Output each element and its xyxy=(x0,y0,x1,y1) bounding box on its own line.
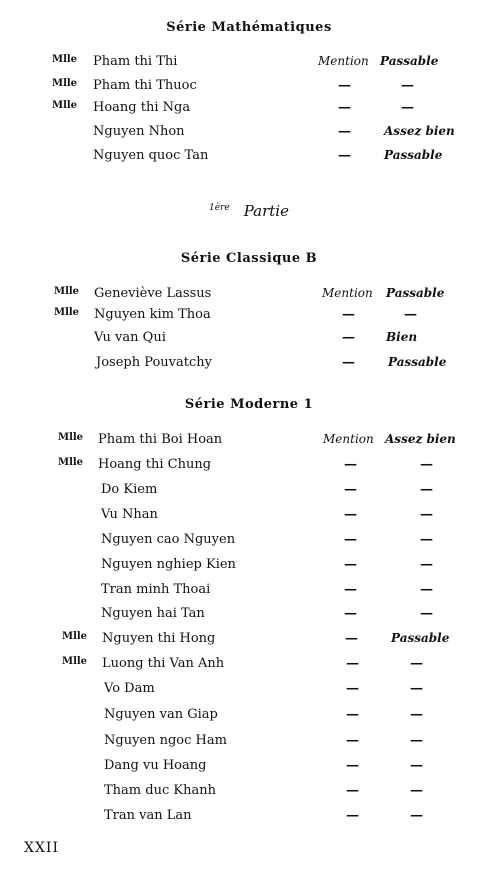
mention-dash: — xyxy=(338,124,351,139)
result-label: Passable xyxy=(388,355,447,369)
page-number: XXII xyxy=(24,840,59,856)
mention-dash: — xyxy=(344,557,357,572)
mention-dash: — xyxy=(345,631,358,646)
mention-dash: — xyxy=(342,307,355,322)
mention-label: Mention xyxy=(322,286,373,300)
list-item xyxy=(0,507,498,529)
list-item xyxy=(0,582,498,604)
list-item xyxy=(0,707,498,729)
candidate-name: Nguyen kim Thoa xyxy=(94,307,211,322)
candidate-name: Hoang thi Chung xyxy=(98,457,212,472)
candidate-name: Nguyen nghiep Kien xyxy=(101,557,236,572)
result-dash: — xyxy=(410,707,423,722)
result-label: Passable xyxy=(384,148,443,162)
result-dash: — xyxy=(410,808,423,823)
result-label: Passable xyxy=(386,286,445,300)
list-item xyxy=(0,100,498,122)
candidate-name: Geneviève Lassus xyxy=(94,286,212,301)
candidate-name: Nguyen thi Hong xyxy=(102,631,216,646)
list-item xyxy=(0,457,498,479)
mention-dash: — xyxy=(346,758,359,773)
title-abbrev: Mlle xyxy=(62,656,88,667)
result-dash: — xyxy=(420,557,433,572)
partie-word: Partie xyxy=(243,202,289,220)
list-item xyxy=(0,330,498,352)
title-abbrev: Mlle xyxy=(52,54,78,65)
candidate-name: Tham duc Khanh xyxy=(104,783,216,798)
list-item xyxy=(0,656,498,678)
list-item xyxy=(0,432,498,454)
list-item xyxy=(0,733,498,755)
title-abbrev: Mlle xyxy=(58,457,84,468)
result-label: Passable xyxy=(380,54,439,68)
partie-heading xyxy=(0,202,498,220)
candidate-name: Nguyen quoc Tan xyxy=(93,148,209,163)
result-dash: — xyxy=(401,100,414,115)
mention-dash: — xyxy=(346,733,359,748)
list-item xyxy=(0,783,498,805)
mention-dash: — xyxy=(344,507,357,522)
result-dash: — xyxy=(410,783,423,798)
mention-dash: — xyxy=(344,606,357,621)
result-dash: — xyxy=(420,606,433,621)
candidate-name: Pham thi Boi Hoan xyxy=(98,432,223,447)
list-item xyxy=(0,758,498,780)
candidate-name: Nguyen ngoc Ham xyxy=(104,733,227,748)
list-item xyxy=(0,631,498,653)
candidate-name: Luong thi Van Anh xyxy=(102,656,225,671)
candidate-name: Nguyen cao Nguyen xyxy=(101,532,236,547)
result-dash: — xyxy=(410,733,423,748)
candidate-name: Nguyen hai Tan xyxy=(101,606,205,621)
list-item xyxy=(0,148,498,170)
mention-dash: — xyxy=(344,532,357,547)
mention-dash: — xyxy=(338,148,351,163)
candidate-name: Nguyen van Giap xyxy=(104,707,218,722)
candidate-name: Vu van Qui xyxy=(94,330,166,345)
mention-dash: — xyxy=(346,656,359,671)
list-item xyxy=(0,532,498,554)
list-item xyxy=(0,286,498,308)
list-item xyxy=(0,124,498,146)
candidate-name: Vu Nhan xyxy=(101,507,158,522)
candidate-name: Pham thi Thuoc xyxy=(93,78,197,93)
result-dash: — xyxy=(420,532,433,547)
mention-dash: — xyxy=(344,482,357,497)
mention-dash: — xyxy=(346,783,359,798)
section-heading-moderne: Série Moderne 1 xyxy=(184,397,314,412)
mention-dash: — xyxy=(342,330,355,345)
list-item xyxy=(0,78,498,100)
title-abbrev: Mlle xyxy=(52,100,78,111)
mention-dash: — xyxy=(344,457,357,472)
mention-label: Mention xyxy=(323,432,374,446)
mention-dash: — xyxy=(346,707,359,722)
title-abbrev: Mlle xyxy=(62,631,88,642)
result-dash: — xyxy=(410,758,423,773)
candidate-name: Nguyen Nhon xyxy=(93,124,185,139)
result-dash: — xyxy=(401,78,414,93)
mention-label: Mention xyxy=(318,54,369,68)
result-dash: — xyxy=(410,681,423,696)
title-abbrev: Mlle xyxy=(52,78,78,89)
section-heading-classique: Série Classique B xyxy=(180,251,318,266)
result-dash: — xyxy=(420,507,433,522)
partie-number: 1ère xyxy=(209,203,230,213)
result-label: Assez bien xyxy=(384,124,455,138)
mention-dash: — xyxy=(346,681,359,696)
candidate-name: Do Kiem xyxy=(101,482,158,497)
result-label: Bien xyxy=(386,330,418,344)
result-dash: — xyxy=(420,457,433,472)
list-item xyxy=(0,681,498,703)
mention-dash: — xyxy=(338,78,351,93)
list-item xyxy=(0,482,498,504)
list-item xyxy=(0,307,498,329)
title-abbrev: Mlle xyxy=(54,307,80,318)
result-dash: — xyxy=(420,582,433,597)
list-item xyxy=(0,355,498,377)
result-label: Passable xyxy=(391,631,450,645)
candidate-name: Tran minh Thoai xyxy=(101,582,211,597)
result-dash: — xyxy=(420,482,433,497)
list-item xyxy=(0,557,498,579)
list-item xyxy=(0,54,498,76)
result-dash: — xyxy=(410,656,423,671)
list-item xyxy=(0,808,498,830)
candidate-name: Joseph Pouvatchy xyxy=(96,355,212,370)
candidate-name: Vo Dam xyxy=(104,681,155,696)
result-dash: — xyxy=(404,307,417,322)
candidate-name: Dang vu Hoang xyxy=(104,758,207,773)
list-item xyxy=(0,606,498,628)
mention-dash: — xyxy=(338,100,351,115)
candidate-name: Pham thi Thi xyxy=(93,54,178,69)
title-abbrev: Mlle xyxy=(58,432,84,443)
section-heading-mathematiques: Série Mathématiques xyxy=(166,20,332,35)
title-abbrev: Mlle xyxy=(54,286,80,297)
candidate-name: Tran van Lan xyxy=(104,808,192,823)
mention-dash: — xyxy=(342,355,355,370)
mention-dash: — xyxy=(346,808,359,823)
mention-dash: — xyxy=(344,582,357,597)
candidate-name: Hoang thi Nga xyxy=(93,100,191,115)
result-label: Assez bien xyxy=(385,432,456,446)
